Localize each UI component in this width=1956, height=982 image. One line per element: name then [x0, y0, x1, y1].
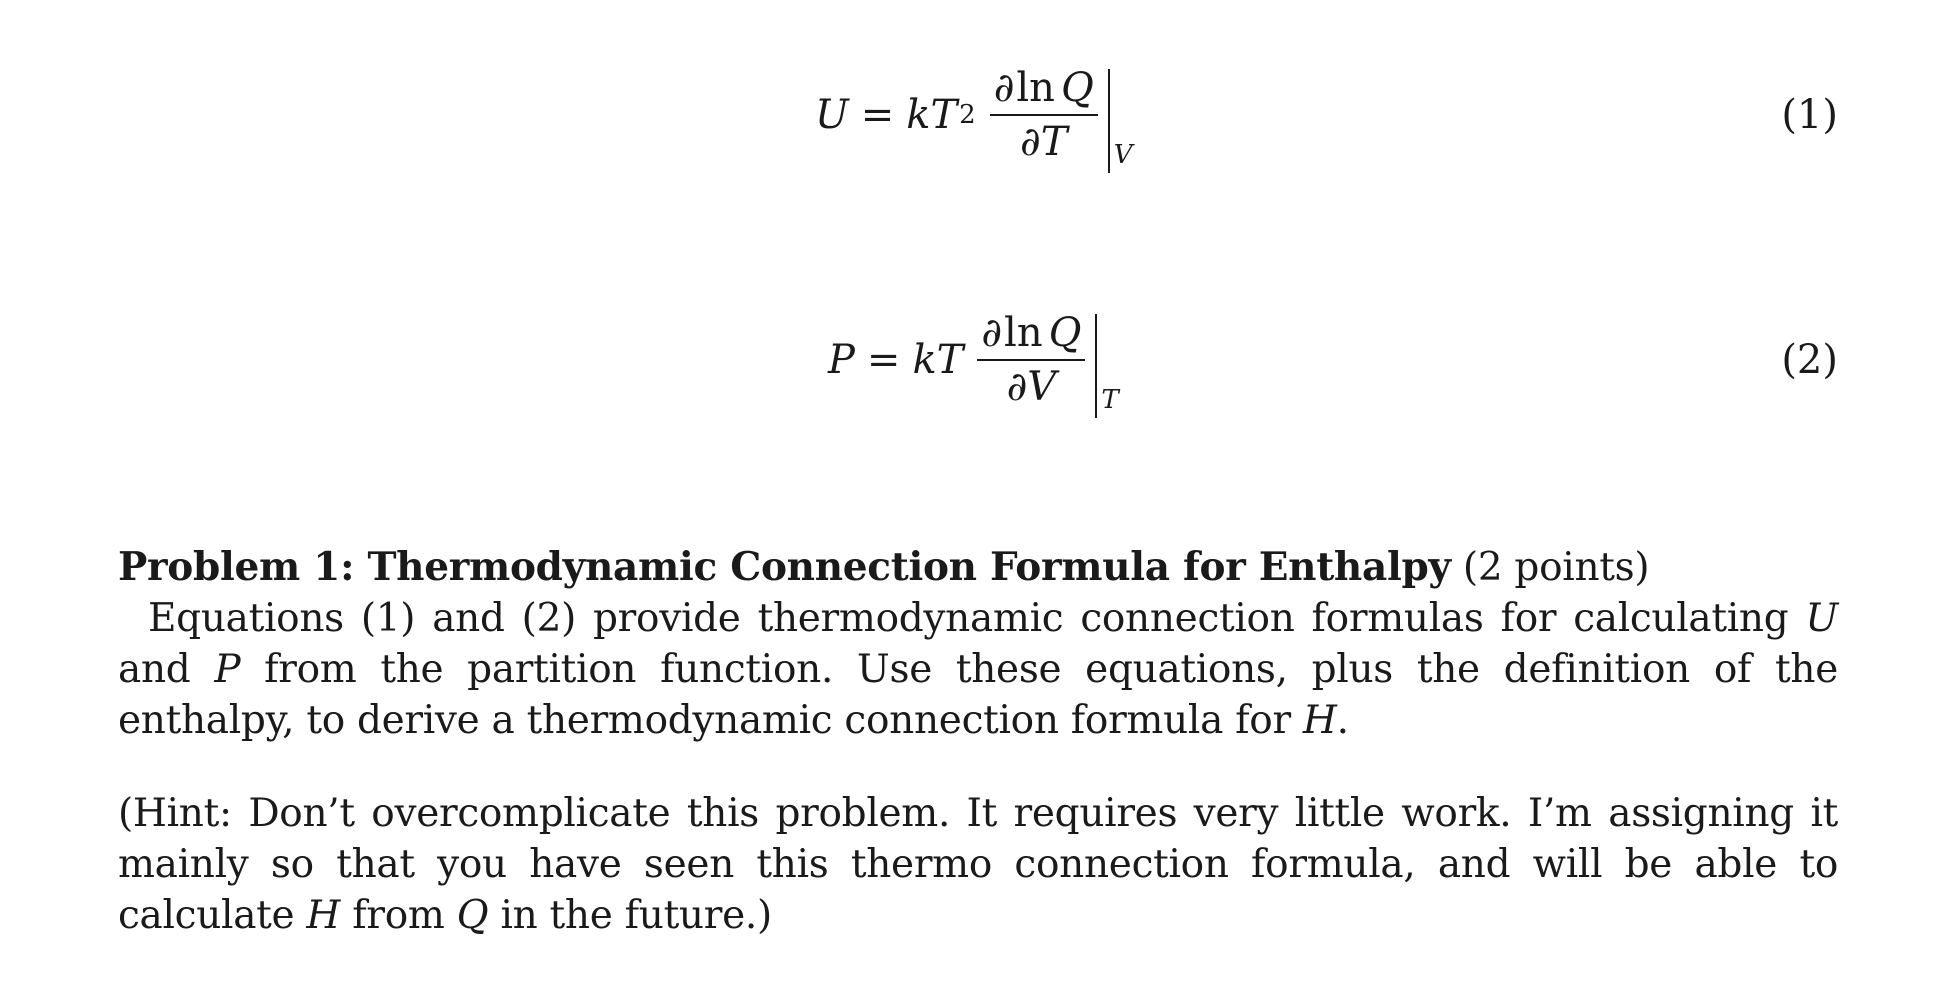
equation-1 [0, 40, 1956, 190]
equation-2-lhs: P [828, 337, 855, 383]
problem-body-text-2: from the partition function. Use these equations, plus the definition of the enthalpy, to derive a thermodynamic connection formula for [118, 647, 1838, 743]
problem-title: Problem 1: Thermodynamic Connection Formula for Enthalpy [118, 544, 1451, 590]
equals-sign: = [866, 337, 901, 383]
hint-variable-Q: Q [456, 893, 489, 938]
equation-2-number: (2) [1781, 337, 1838, 383]
hint-end: in the future.) [488, 893, 772, 938]
problem-heading [118, 542, 1838, 593]
equation-1-number: (1) [1781, 92, 1838, 138]
hint-from: from [340, 893, 457, 938]
equation-1-exponent: 2 [959, 100, 976, 130]
hint-text-1: (Hint: Don’t overcomplicate this problem. It requires very little work. I’m assigning it mainly so that you have seen this thermo connection formula, and will be able to calculate [118, 791, 1838, 938]
equation-1-fraction [990, 65, 1098, 165]
denominator-variable: T [1040, 119, 1068, 165]
problem-body-text-1: Equations (1) and (2) provide thermodynamic connection formulas for calculating [148, 596, 1806, 641]
problem-hint [118, 788, 1838, 941]
equation-1-denominator [1016, 116, 1071, 165]
equation-2-denominator [1003, 361, 1061, 410]
equation-1-lhs: U [815, 92, 849, 138]
partial-symbol: ∂ [1020, 119, 1041, 165]
equation-1-body [815, 40, 1133, 190]
variable-H: H [1302, 698, 1337, 743]
ln-operator: ln [1016, 65, 1055, 111]
equation-2-numerator [977, 310, 1085, 359]
partial-symbol: ∂ [981, 310, 1003, 356]
evaluation-bar [1095, 314, 1097, 418]
hint-variable-H: H [306, 893, 341, 938]
numerator-variable: Q [1060, 65, 1094, 111]
equation-2-coefficient: kT [912, 337, 964, 383]
evaluation-bar [1108, 69, 1110, 173]
problem-points: (2 points) [1462, 545, 1650, 590]
problem-body-and: and [118, 647, 215, 692]
denominator-variable: V [1027, 364, 1057, 410]
ln-operator: ln [1004, 310, 1043, 356]
problem-section [118, 542, 1838, 941]
equation-2 [0, 285, 1956, 435]
variable-P: P [214, 647, 241, 692]
equation-2-subscript: T [1101, 385, 1119, 415]
problem-body-end: . [1336, 698, 1349, 743]
equation-1-numerator [990, 65, 1098, 114]
equals-sign: = [860, 92, 895, 138]
partial-symbol: ∂ [993, 65, 1015, 111]
equation-2-body [828, 285, 1119, 435]
equation-1-coefficient: kT [906, 92, 958, 138]
variable-U: U [1805, 596, 1838, 641]
partial-symbol: ∂ [1006, 364, 1028, 410]
problem-body [118, 593, 1838, 746]
numerator-variable: Q [1048, 310, 1082, 356]
equation-2-fraction [977, 310, 1085, 410]
equation-1-subscript: V [1113, 140, 1133, 170]
